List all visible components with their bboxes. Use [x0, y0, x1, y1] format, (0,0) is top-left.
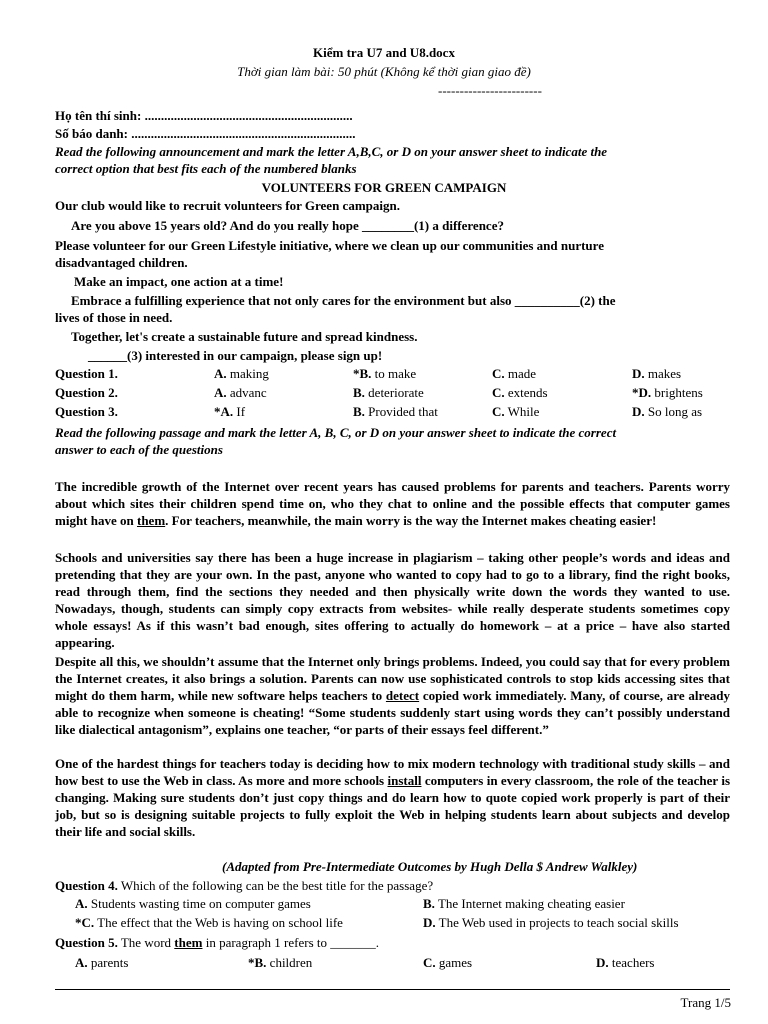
option-b: B. deteriorate [353, 385, 424, 400]
passage-paragraph-4: One of the hardest things for teachers today is deciding how to mix modern technology with traditional study skills – and how best to use the Web in class. As more and more schools install computers in every classroom, the role of the teacher is changing. Making sure students don’t just copy things and do learn how to quote copied work properly is part of their job, but so is designing suitable projects to fully exploit the Web in helping students learn about subjects and develop their life and social skills. [55, 756, 730, 839]
question-4-stem: Question 4. Which of the following can be the best title for the passage? [55, 878, 434, 893]
question-5-option-b: *B. children [248, 955, 313, 970]
student-id-field: Số báo danh: ..................................................................... [55, 126, 356, 141]
question-label: Question 3. [55, 404, 118, 419]
announcement-heading: VOLUNTEERS FOR GREEN CAMPAIGN [261, 180, 507, 195]
question-label: Question 1. [55, 366, 118, 381]
option-a: A. advanc [214, 385, 267, 400]
option-c: C. extends [492, 385, 548, 400]
option-d: D. So long as [632, 404, 703, 419]
section1-instruction-cont: correct option that best fits each of the numbered blanks [55, 161, 357, 176]
question-4-option-a: A. Students wasting time on computer games [75, 896, 311, 911]
exam-time: Thời gian làm bài: 50 phút (Không kể thời gian giao đề) [237, 64, 531, 79]
question-4-option-c: *C. The effect that the Web is having on school life [75, 915, 343, 930]
announcement-line: disadvantaged children. [55, 255, 188, 270]
question-5-stem: Question 5. The word them in paragraph 1 refers to _______. [55, 935, 379, 950]
document-title: Kiểm tra U7 and U8.docx [313, 45, 455, 60]
passage-paragraph-1: The incredible growth of the Internet over recent years has caused problems for parents and teachers. Parents worry about which sites their children spend time on, who they chat to online and the possible effects that computer games might have on them. For teachers, meanwhile, the main worry is the way the Internet makes cheating easier! [55, 479, 730, 528]
question-4-option-d: D. The Web used in projects to teach social skills [423, 915, 679, 930]
option-c: C. While [492, 404, 540, 419]
option-d: D. makes [632, 366, 682, 381]
footer-rule [55, 989, 730, 990]
section2-instruction-cont: answer to each of the questions [55, 442, 223, 457]
option-b: *B. to make [353, 366, 417, 381]
announcement-line: Our club would like to recruit volunteers for Green campaign. [55, 198, 400, 213]
question-5-option-d: D. teachers [596, 955, 655, 970]
section1-instruction: Read the following announcement and mark the letter A,B,C, or D on your answer sheet to indicate the [55, 144, 608, 159]
question-5-option-a: A. parents [75, 955, 129, 970]
passage-paragraph-3: Despite all this, we shouldn’t assume that the Internet only brings problems. Indeed, you could say that for every problem the Internet creates, it also brings a solution. Parents can now use sophisticated controls to stop kids accessing sites that might do them harm, while new software helps teachers to detect copied work immediately. Many, of course, are already able to recognize when someone is cheating! “Some students suddenly start using words they can’t possibly understand like dialectical antagonism”, explains one teacher, “or parts of their essays feel different.” [55, 654, 730, 737]
announcement-line: ______(3) interested in our campaign, please sign up! [88, 348, 383, 363]
announcement-line: Embrace a fulfilling experience that not only cares for the environment but also __________(2) the [71, 293, 616, 308]
section2-instruction: Read the following passage and mark the letter A, B, C, or D on your answer sheet to indicate the correct [55, 425, 617, 440]
passage-source: (Adapted from Pre-Intermediate Outcomes by Hugh Della $ Andrew Walkley) [222, 859, 638, 874]
option-a: A. making [214, 366, 269, 381]
announcement-line: Make an impact, one action at a time! [74, 274, 284, 289]
option-d: *D. brightens [632, 385, 703, 400]
option-c: C. made [492, 366, 537, 381]
question-label: Question 2. [55, 385, 118, 400]
announcement-line: lives of those in need. [55, 310, 173, 325]
question-5-option-c: C. games [423, 955, 473, 970]
announcement-line: Please volunteer for our Green Lifestyle initiative, where we clean up our communities and nurture [55, 238, 604, 253]
question-4-option-b: B. The Internet making cheating easier [423, 896, 625, 911]
page-number: Trang 1/5 [680, 995, 731, 1010]
passage-paragraph-2: Schools and universities say there has been a huge increase in plagiarism – taking other people’s words and ideas and pretending that they are your own. In the past, anyone who wanted to copy had to go to a library, find the right books, read through them, find the sections they needed and then physically write down the words they wanted to use. Nowadays, though, students can simply copy extracts from websites- while really desperate students sometimes copy whole essays! As if this wasn’t bad enough, sites offering to actually do homework – at a price – have also started appearing. [55, 550, 730, 650]
announcement-line: Are you above 15 years old? And do you really hope ________(1) a difference? [71, 218, 504, 233]
announcement-line: Together, let's create a sustainable future and spread kindness. [71, 329, 418, 344]
student-name-field: Họ tên thí sinh: ................................................................ [55, 108, 353, 123]
option-b: B. Provided that [353, 404, 438, 419]
option-a: *A. If [214, 404, 246, 419]
header-divider: ------------------------ [438, 83, 542, 98]
